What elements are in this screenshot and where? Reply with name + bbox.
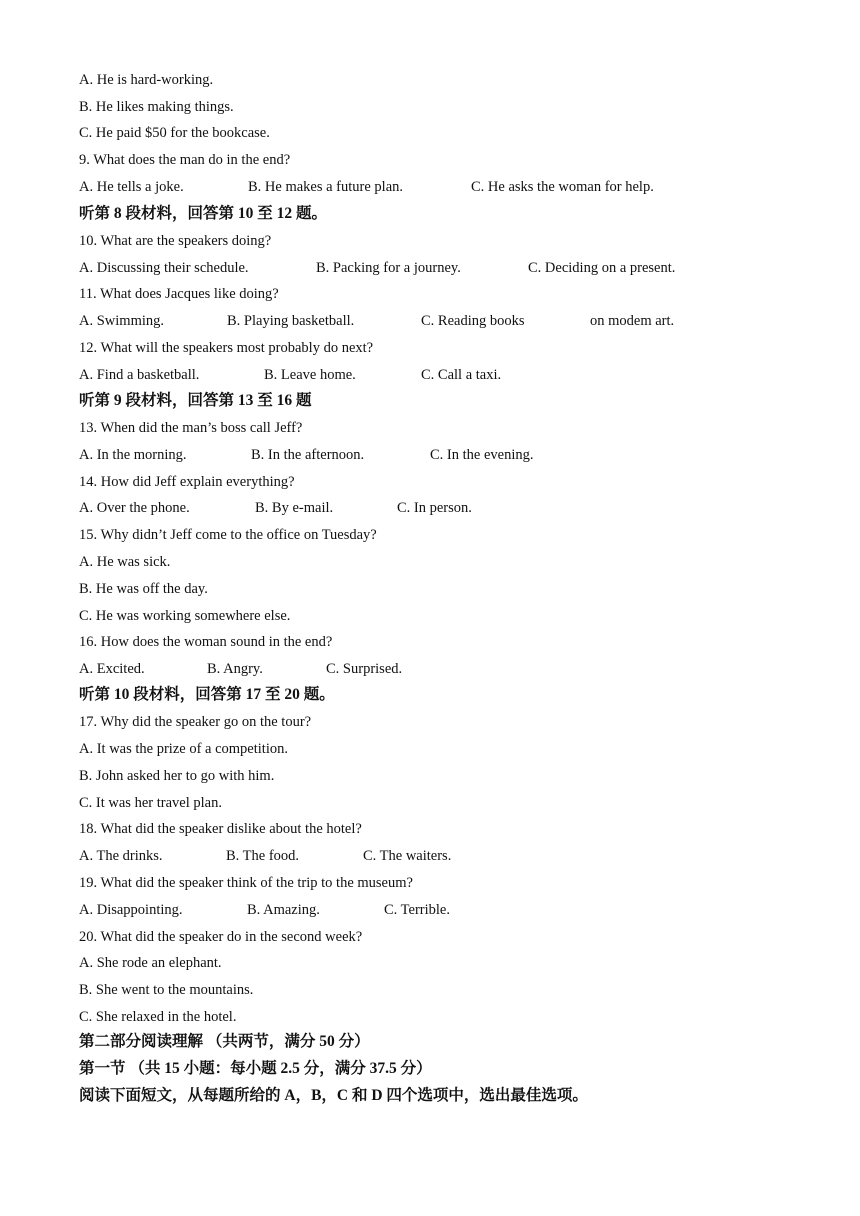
option-b: B. Packing for a journey. — [316, 260, 461, 276]
option-line: B. He was off the day. — [79, 581, 208, 597]
option-a: A. Discussing their schedule. — [79, 260, 249, 276]
option-line: A. He was sick. — [79, 554, 171, 570]
option-c-continued: on modem art. — [590, 313, 675, 329]
option-c: C. He asks the woman for help. — [471, 179, 654, 195]
option-line: A. She rode an elephant. — [79, 955, 222, 971]
option-a: A. The drinks. — [79, 848, 163, 864]
question-18: 18. What did the speaker dislike about the hotel? — [79, 821, 362, 837]
option-a: A. Disappointing. — [79, 902, 183, 918]
option-c: C. Reading books — [421, 313, 525, 329]
option-b: B. Angry. — [207, 661, 263, 677]
question-15: 15. Why didn’t Jeff come to the office on Tuesday? — [79, 527, 377, 543]
question-10: 10. What are the speakers doing? — [79, 233, 272, 249]
option-line: A. It was the prize of a competition. — [79, 741, 288, 757]
option-c: C. Surprised. — [326, 661, 403, 677]
section-heading: 听第 9 段材料，回答第 13 至 16 题 — [79, 392, 312, 409]
part-heading: 第二部分阅读理解 （共两节，满分 50 分） — [79, 1033, 370, 1050]
option-a: A. Excited. — [79, 661, 145, 677]
question-17: 17. Why did the speaker go on the tour? — [79, 714, 312, 730]
option-a: A. Over the phone. — [79, 500, 190, 516]
section-heading: 听第 10 段材料，回答第 17 至 20 题。 — [79, 686, 335, 703]
option-a: A. Swimming. — [79, 313, 164, 329]
option-c: C. In the evening. — [430, 447, 534, 463]
question-11: 11. What does Jacques like doing? — [79, 286, 279, 302]
option-b: B. Amazing. — [247, 902, 320, 918]
option-line: B. John asked her to go with him. — [79, 768, 275, 784]
option-line: C. He paid $50 for the bookcase. — [79, 125, 270, 141]
question-14: 14. How did Jeff explain everything? — [79, 474, 295, 490]
option-line: C. He was working somewhere else. — [79, 608, 291, 624]
option-line: B. He likes making things. — [79, 99, 234, 115]
section-heading: 第一节 （共 15 小题：每小题 2.5 分，满分 37.5 分） — [79, 1060, 432, 1077]
option-b: B. Leave home. — [264, 367, 356, 383]
option-b: B. Playing basketball. — [227, 313, 355, 329]
option-line: B. She went to the mountains. — [79, 982, 254, 998]
question-13: 13. When did the man’s boss call Jeff? — [79, 420, 303, 436]
option-c: C. The waiters. — [363, 848, 452, 864]
option-a: A. Find a basketball. — [79, 367, 200, 383]
option-line: A. He is hard-working. — [79, 72, 214, 88]
option-a: A. In the morning. — [79, 447, 187, 463]
option-b: B. He makes a future plan. — [248, 179, 404, 195]
question-12: 12. What will the speakers most probably do next? — [79, 340, 374, 356]
option-b: B. In the afternoon. — [251, 447, 365, 463]
option-c: C. Terrible. — [384, 902, 450, 918]
option-b: B. The food. — [226, 848, 300, 864]
section-heading: 听第 8 段材料，回答第 10 至 12 题。 — [79, 205, 328, 222]
option-c: C. In person. — [397, 500, 472, 516]
option-line: C. She relaxed in the hotel. — [79, 1009, 237, 1025]
question-20: 20. What did the speaker do in the second week? — [79, 929, 363, 945]
option-c: C. Call a taxi. — [421, 367, 502, 383]
option-line: C. It was her travel plan. — [79, 795, 222, 811]
question-19: 19. What did the speaker think of the trip to the museum? — [79, 875, 413, 891]
question-16: 16. How does the woman sound in the end? — [79, 634, 333, 650]
option-c: C. Deciding on a present. — [528, 260, 676, 276]
option-b: B. By e-mail. — [255, 500, 334, 516]
option-a: A. He tells a joke. — [79, 179, 184, 195]
question-9: 9. What does the man do in the end? — [79, 152, 291, 168]
instructions: 阅读下面短文，从每题所给的 A，B，C 和 D 四个选项中，选出最佳选项。 — [79, 1087, 588, 1104]
